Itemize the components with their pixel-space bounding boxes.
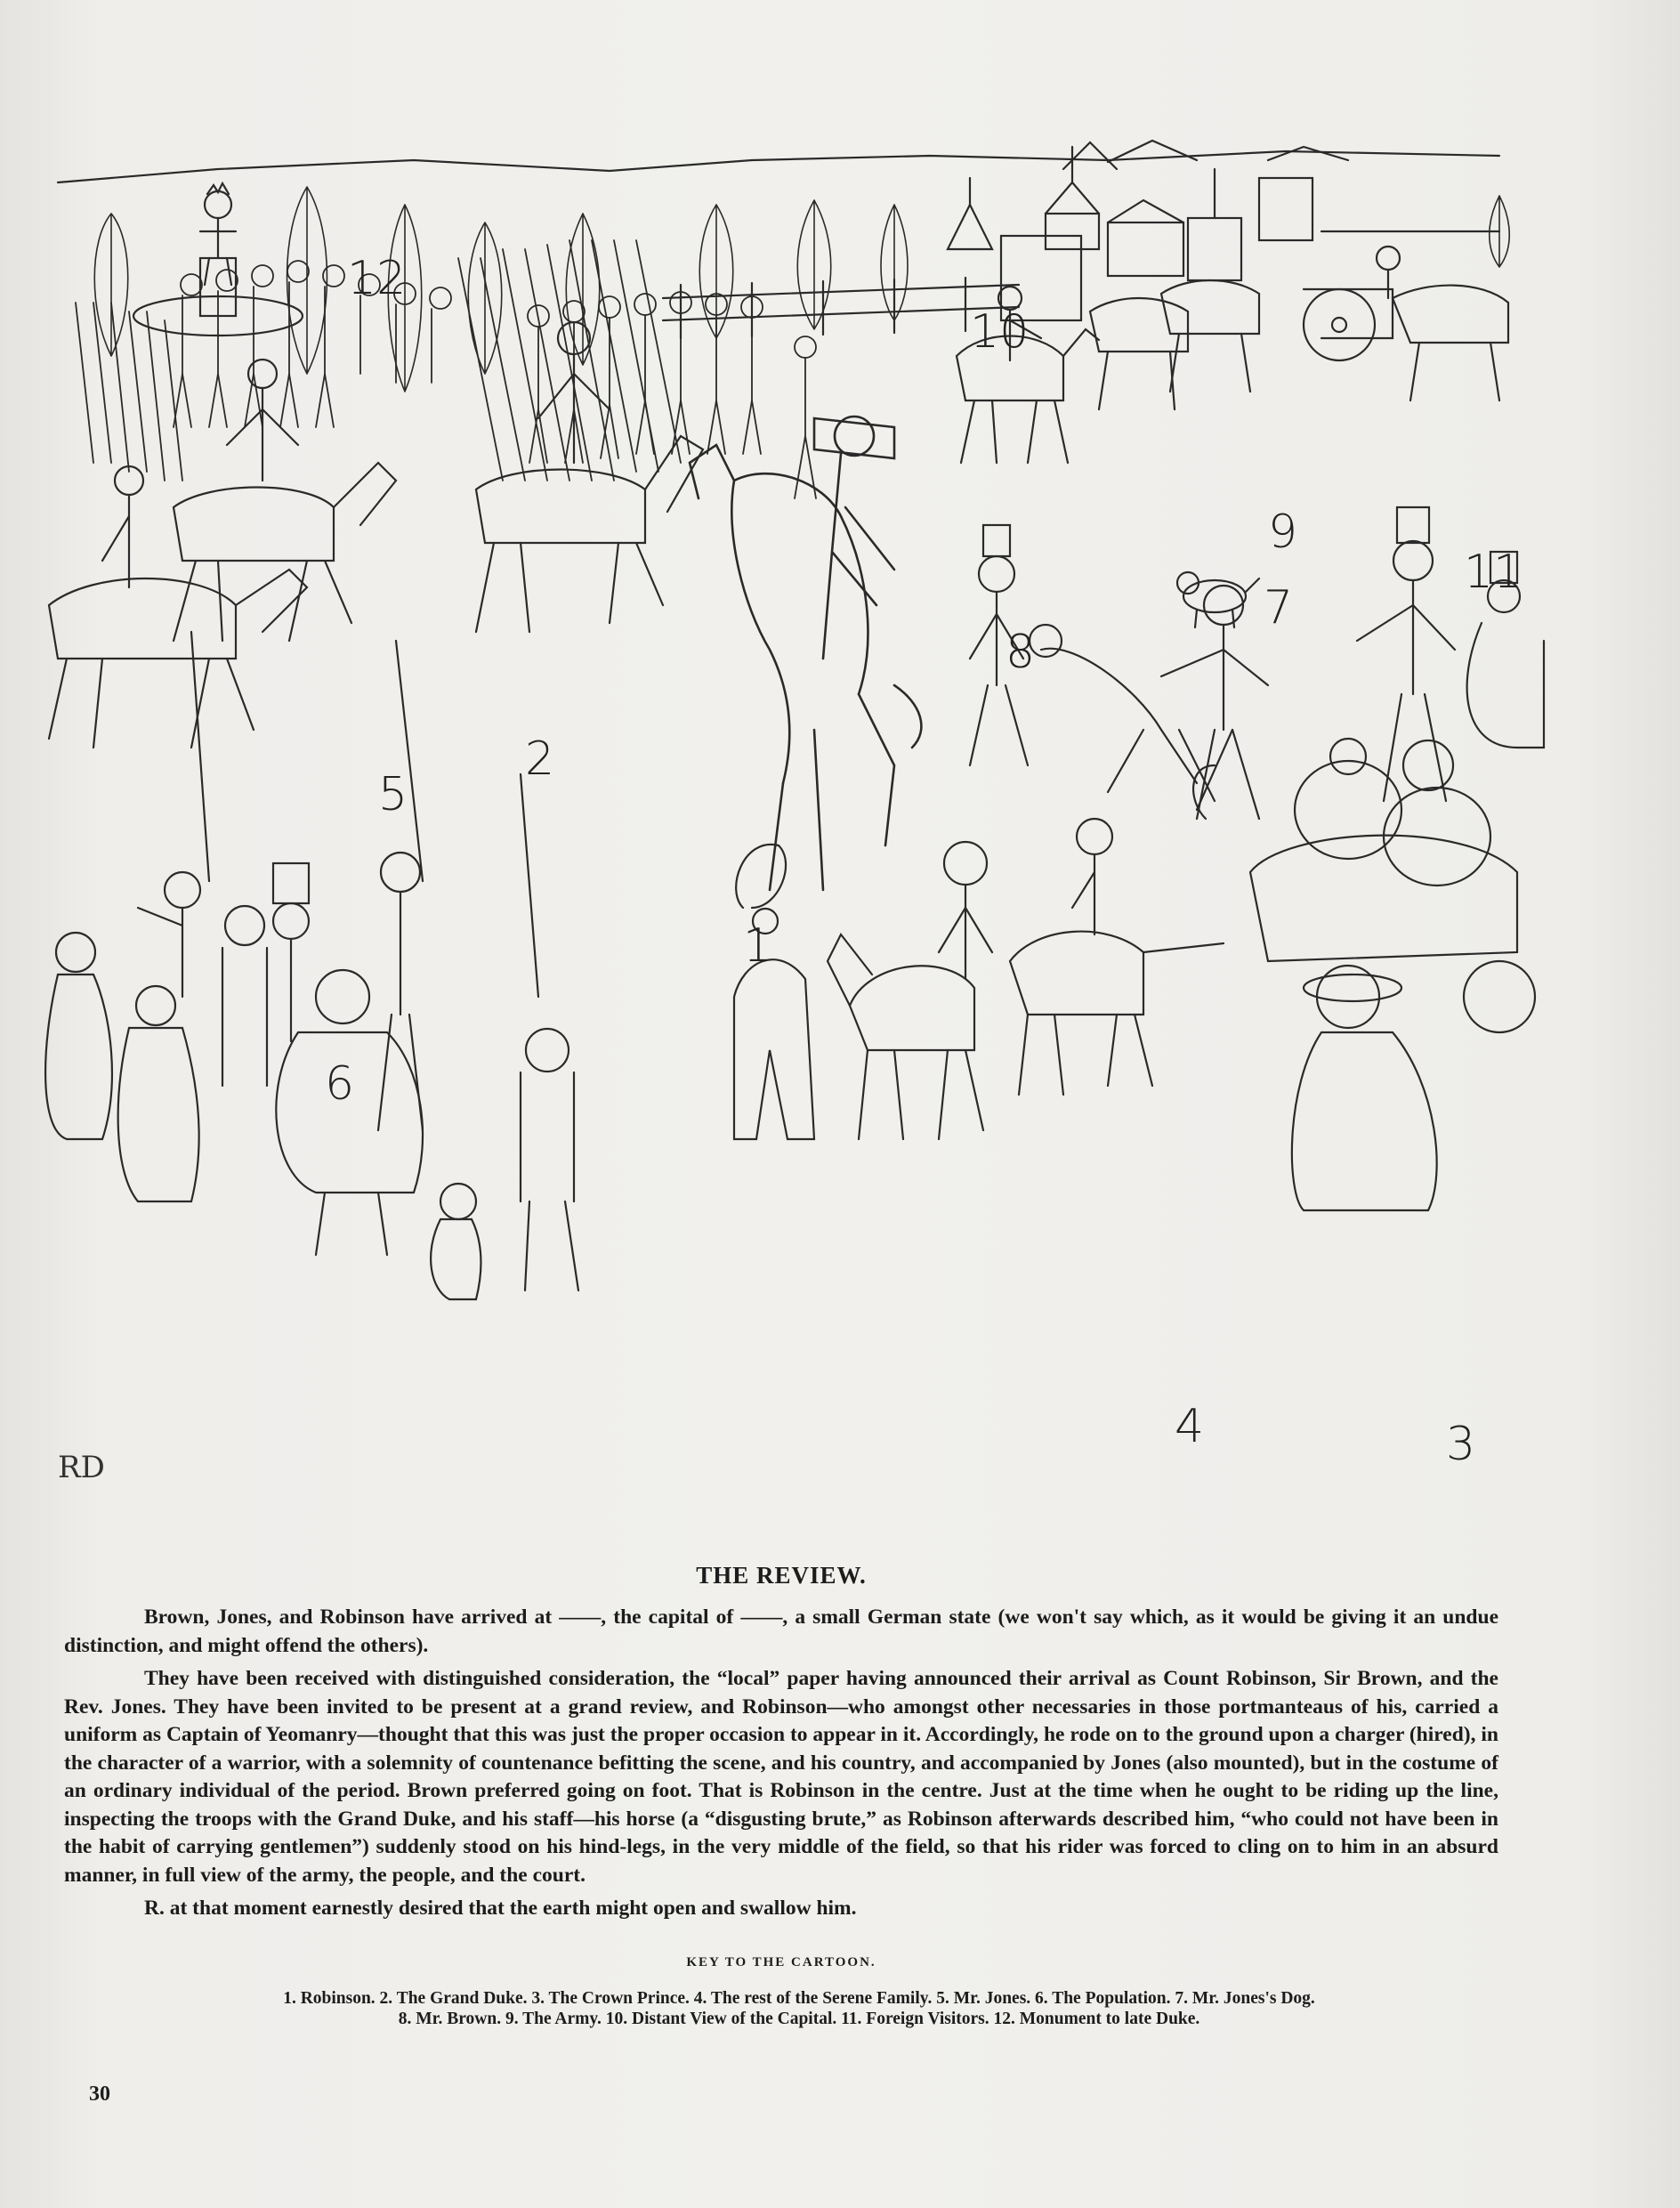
article-paragraph: R. at that moment earnestly desired that the earth might open and swallow him. bbox=[144, 1897, 857, 1920]
robinson-rearing-horse bbox=[690, 417, 921, 890]
key-number-4: 4 bbox=[1175, 1400, 1205, 1453]
artist-monogram: RD bbox=[58, 1450, 105, 1485]
mounted-figures bbox=[49, 322, 703, 748]
key-number-7: 7 bbox=[1264, 581, 1294, 635]
key-numbers bbox=[325, 252, 1522, 1471]
jones-dog bbox=[1177, 572, 1259, 627]
key-number-5: 5 bbox=[378, 768, 408, 821]
article bbox=[64, 1562, 1498, 2029]
standing-gentlemen bbox=[970, 507, 1544, 819]
key-line-1: 1. Robinson. 2. The Grand Duke. 3. The Crown Prince. 4. The rest of the Serene Family. 5. Mr. Jones. 6. The Population. 7. Mr. Jones's Dog. bbox=[283, 1988, 1315, 2008]
key-number-1: 1 bbox=[743, 919, 773, 973]
poplar-trees bbox=[94, 187, 1509, 392]
key-title: KEY TO THE CARTOON. bbox=[686, 1954, 876, 1969]
key-number-12: 12 bbox=[347, 252, 407, 305]
article-paragraph: They have been received with distinguished consideration, the “local” paper having announced their arrival as Count Robinson, Sir Brown, and the Rev. Jones. They have been invited to be present at a grand review, and Robinson—who amongst other necessaries in those portmanteaus of his, carried a uniform as Captain of Yeomanry—thought that this was just the proper occasion to appear in it. Accordingly, he rode on to the ground upon a charger (hired), in the character of a warrior, with a solemnity of countenance befitting the scene, and his country, and accompanied by Jones (also mounted), but in the costume of an ordinary individual of the period. Brown preferred going on foot. That is Robinson in the centre. Just at the time when he ought to be riding up the line, inspecting the troops with the Grand Duke, and his staff—his horse (a “disgusting brute,” as Robinson afterwards described him, “who could not have been in the habit of carrying gentlemen”) suddenly stood on his hind-legs, in the very middle of the field, so that his rider was forced to cling on to him in an absurd manner, in full view of the army, the people, and the court. bbox=[64, 1667, 1498, 1887]
cartoon-key bbox=[64, 1988, 1498, 2029]
cartoon-illustration bbox=[40, 107, 1553, 1531]
distant-capital bbox=[58, 141, 1499, 338]
page-number: 30 bbox=[89, 2083, 110, 2106]
key-number-2: 2 bbox=[525, 732, 555, 786]
key-number-6: 6 bbox=[325, 1057, 355, 1111]
royal-carriage bbox=[1193, 730, 1535, 1210]
key-number-10: 10 bbox=[970, 305, 1030, 359]
article-title: THE REVIEW. bbox=[696, 1562, 867, 1589]
key-line-2: 8. Mr. Brown. 9. The Army. 10. Distant View of the Capital. 11. Foreign Visitors. 12. Monument to late Duke. bbox=[398, 2009, 1200, 2028]
key-number-8: 8 bbox=[1006, 626, 1036, 679]
key-number-11: 11 bbox=[1464, 546, 1523, 599]
pony-team bbox=[734, 819, 1224, 1139]
army-infantry bbox=[76, 240, 816, 498]
key-number-3: 3 bbox=[1446, 1418, 1476, 1471]
population-crowd bbox=[45, 632, 578, 1299]
key-number-9: 9 bbox=[1268, 505, 1298, 559]
article-paragraph: Brown, Jones, and Robinson have arrived at ——, the capital of ——, a small German state (we won't say which, as it would be giving it an undue distinction, and might offend the others). bbox=[64, 1605, 1498, 1657]
cavalry bbox=[957, 247, 1508, 463]
